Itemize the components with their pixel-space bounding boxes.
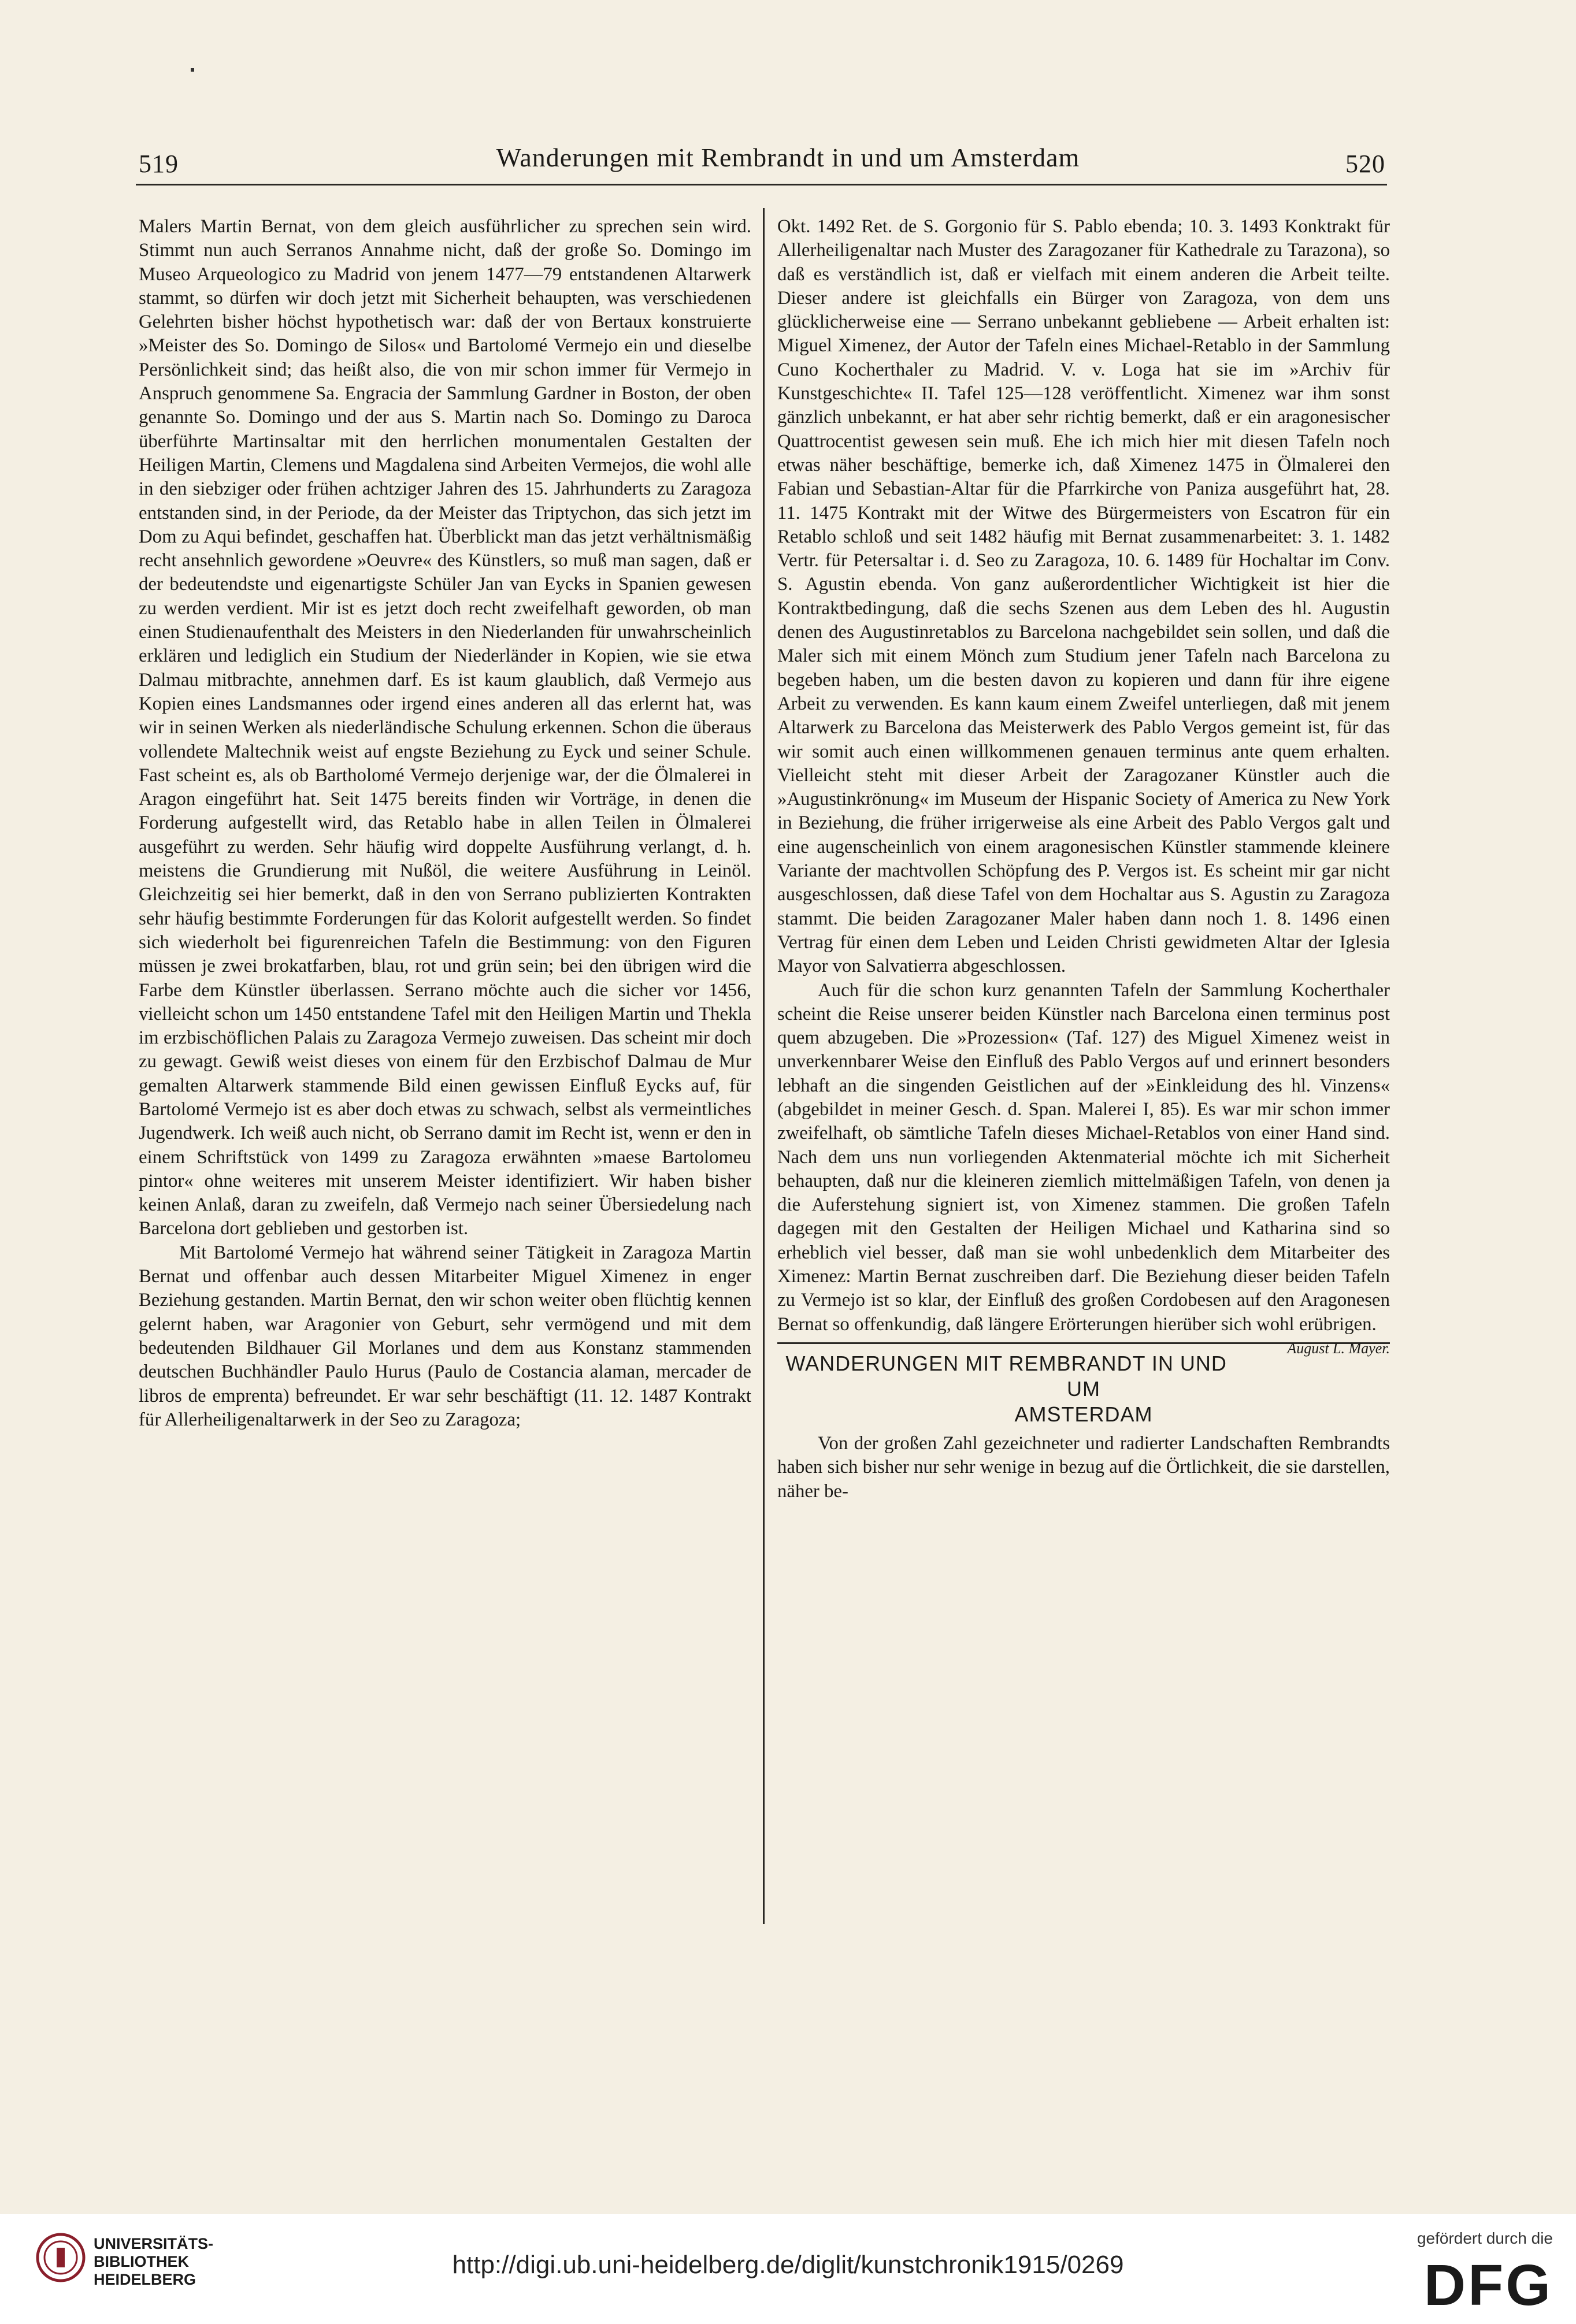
institution-name-line-1: UNIVERSITÄTS- — [94, 2235, 214, 2252]
institution-name-line-3: HEIDELBERG — [94, 2271, 196, 2288]
column-divider — [763, 208, 765, 1924]
scan-speck — [191, 68, 194, 72]
right-paragraph-2 — [777, 979, 1390, 1357]
institution-name-line-2: BIBLIOTHEK — [94, 2253, 189, 2270]
section-title-line-2: AMSTERDAM — [1014, 1402, 1153, 1426]
author-signature: August L. Mayer. — [1287, 1339, 1390, 1357]
left-paragraph-2: Mit Bartolomé Vermejo hat während seiner Tätigkeit in Zaragoza Martin Bernat und offenbar auch dessen Mitarbeiter Miguel Ximenez in enger Beziehung gestanden. Martin Bernat, den wir schon weiter oben flüchtig kennen gelernt haben, war Aragonier von Geburt, sehr vermögend und mit dem bedeutenden Bildhauer Gil Morlanes und dem aus Konstanz stammenden deutschen Buchhändler Paulo Hurus (Paulo de Costancia alaman, mercader de libros de emprenta) befreundet. Er war sehr beschäftigt (11. 12. 1487 Kontrakt für Allerheiligenaltarwerk in der Seo zu Zaragoza; — [139, 1242, 751, 1430]
left-column — [139, 215, 751, 1432]
right-column — [777, 215, 1390, 1503]
right-paragraph-1: Okt. 1492 Ret. de S. Gorgonio für S. Pablo ebenda; 10. 3. 1493 Konktrakt für Allerheiligenaltar nach Muster des Zaragozaner für Kathedrale zu Tarazona), so daß es verständlich ist, daß er vielfach mit einem anderen die Arbeit teilte. Dieser andere ist gleichfalls ein Bürger von Zaragoza, von dem uns glücklicherweise eine — Serrano unbekannt gebliebene — Arbeit erhalten ist: Miguel Ximenez, der Autor der Tafeln eines Michael-Retablo in der Sammlung Cuno Kocherthaler zu Madrid. V. v. Loga hat sie im »Archiv für Kunstgeschichte« II. Tafel 125—128 veröffentlicht. Ximenez war ihm sonst gänzlich unbekannt, er hat aber sehr richtig bemerkt, daß er ein aragonesischer Quattrocentist gewesen sein muß. Ehe ich mich hier mit diesen Tafeln noch etwas näher beschäftige, bemerke ich, daß Ximenez 1475 in Ölmalerei den Fabian und Sebastian-Altar für die Pfarrkirche von Paniza ausgeführt hat, 28. 11. 1475 Kontrakt mit der Witwe des Bürgermeisters von Escatron für ein Retablo schloß und seit 1482 häufig mit Bernat zusammenarbeitet: 3. 1. 1482 Vertr. für Petersaltar i. d. Seo zu Zaragoza, 10. 6. 1489 für Hochaltar im Conv. S. Agustin ebenda. Von ganz außerordentlicher Wichtigkeit ist hier die Kontraktbedingung, daß die sechs Szenen aus dem Leben des hl. Augustin denen des Augustinretablos zu Barcelona nachgebildet sein sollen, und daß die Maler sich mit einem Mönch zum Studium jener Tafeln nach Barcelona zu begeben haben, um die besten davon zu kopieren und dann für ihre eigene Arbeit zu verwenden. Es kann kaum einem Zweifel unterliegen, daß mit jenem Altarwerk zu Barcelona das Meisterwerk des Pablo Vergos gemeint ist, für das wir somit auch einen willkommenen genauen terminus ante quem erhalten. Vielleicht steht mit dieser Arbeit der Zaragozaner Künstler auch die »Augustinkrönung« im Museum der Hispanic Society of America zu New York in Beziehung, die früher irrigerweise als eine Arbeit des Pablo Vergos galt und eine augenscheinlich von einem aragonesischen Künstler stammende kleinere Variante der machtvollen Schöpfung des P. Vergos ist. Es scheint mir gar nicht ausgeschlossen, daß diese Tafel von dem Hochaltar aus S. Agustin zu Zaragoza stammt. Die beiden Zaragozaner Maler haben dann noch 1. 8. 1496 einen Vertrag für einen dem Leben und Leiden Christi gewidmeten Altar der Iglesia Mayor von Salvatierra abgeschlossen. — [777, 216, 1390, 977]
section-opening-paragraph: Von der großen Zahl gezeichneter und radierter Landschaften Rembrandts haben sich bisher nur sehr wenige in bezug auf die Örtlichkeit, die sie darstellen, näher be- — [777, 1432, 1390, 1502]
funded-by-label: gefördert durch die — [1416, 2229, 1553, 2247]
running-title: Wanderungen mit Rembrandt in und um Amsterdam — [496, 143, 1080, 172]
page-number-right: 520 — [1345, 150, 1385, 178]
permalink-url[interactable]: http://digi.ub.uni-heidelberg.de/diglit/kunstchronik1915/0269 — [452, 2251, 1124, 2279]
page-number-left: 519 — [139, 150, 179, 178]
header-rule — [136, 184, 1387, 185]
left-paragraph-1: Malers Martin Bernat, von dem gleich ausführlicher zu sprechen sein wird. Stimmt nun auch Serranos Annahme nicht, daß der große So. Domingo im Museo Arqueologico zu Madrid von jenem 1477—79 entstandenen Altarwerk stammt, so dürfen wir doch jetzt mit Sicherheit behaupten, was verschiedenen Gelehrten bisher höchst hypothetisch war: daß der von Bertaux konstruierte »Meister des So. Domingo de Silos« und Bartolomé Vermejo ein und dieselbe Persönlichkeit sind; das heißt also, die von mir schon immer für Vermejo in Anspruch genommene Sa. Engracia der Sammlung Gardner in Boston, der oben genannte So. Domingo und der aus S. Martin nach So. Domingo zu Daroca überführte Martinsaltar mit den herrlichen monumentalen Gestalten der Heiligen Martin, Clemens und Magdalena sind Arbeiten Vermejos, die wohl alle in den siebziger oder frühen achtziger Jahren des 15. Jahrhunderts zu Zaragoza entstanden sind, in der Periode, da der Meister das Triptychon, das sich jetzt im Dom zu Aqui befindet, geschaffen hat. Überblickt man das jetzt verhältnismäßig recht ansehnlich gewordene »Oeuvre« des Künstlers, so muß man sagen, daß er der bedeutendste und eigenartigste Schüler Jan van Eycks in Spanien gewesen zu werden verdient. Mir ist es jetzt doch recht zweifelhaft geworden, ob man einen Studienaufenthalt des Meisters in den Niederlanden für unwahrscheinlich erklären und lediglich ein Studium der Niederländer in Kopien, wie sie etwa Dalmau mitbrachte, annehmen darf. Es ist kaum glaublich, daß Vermejo aus Kopien eines Landsmannes oder irgend eines anderen all das erlernt hat, was wir in seinen Werken als niederländische Schulung erkennen. Schon die überaus vollendete Maltechnik weist auf engste Beziehung zu Eyck und seiner Schule. Fast scheint es, als ob Bartholomé Vermejo derjenige war, der die Ölmalerei in Aragon eingeführt hat. Seit 1475 bereits finden wir Vorträge, in denen die Forderung aufgestellt wird, das Retablo habe in allen Teilen in Ölmalerei ausgeführt zu werden. Sehr häufig wird doppelte Ausführung verlangt, d. h. meistens die Grundierung mit Nußöl, die weitere Ausführung in Leinöl. Gleichzeitig sei hier bemerkt, daß in den von Serrano publizierten Kontrakten sehr häufig bestimmte Forderungen für das Kolorit aufgestellt werden. So findet sich wiederholt bei figurenreichen Tafeln die Bestimmung: von den Figuren müssen je zwei brokatfarben, blau, rot und grün sein; bei den übrigen wird die Farbe dem Künstler überlassen. Serrano möchte auch die sicher vor 1456, vielleicht schon um 1450 entstandene Tafel mit den Heiligen Martin und Thekla im erzbischöflichen Palais zu Zaragoza Vermejo zuweisen. Das scheint mir doch zu gewagt. Gewiß weist dieses von einem für den Erzbischof Dalmau de Mur gemalten Altarwerk stammende Bild einen gewissen Einfluß Eycks auf, für Bartolomé Vermejo ist es aber doch etwas zu schwach, selbst als vermeintliches Jugendwerk. Ich weiß auch nicht, ob Serrano damit im Recht ist, wenn er den in einem Schriftstück von 1499 zu Zaragoza erwähnten »maese Bartolomeu pintor« ohne weiteres mit unserem Meister identifiziert. Wir haben bisher keinen Anlaß, daran zu zweifeln, daß Vermejo nach seiner Übersiedelung nach Barcelona dort geblieben und gestorben ist. — [139, 216, 751, 1239]
dfg-logo: DFG — [1423, 2253, 1553, 2318]
section-title — [777, 1351, 1390, 1427]
right-paragraph-2-text: Auch für die schon kurz genannten Tafeln der Sammlung Kocherthaler scheint die Reise unserer beiden Künstler nach Barcelona einen terminus post quem abzugeben. Die »Prozession« (Taf. 127) des Miguel Ximenez weist in unverkennbarer Weise den Einfluß des Pablo Vergos auf und erinnert besonders lebhaft an die singenden Geistlichen auf der »Einkleidung des hl. Vinzens« (abgebildet in meiner Gesch. d. Span. Malerei I, 85). Es war mir schon immer zweifelhaft, ob sämtliche Tafeln dieses Michael-Retablos von einer Hand sind. Nach dem uns nun vorliegenden Aktenmaterial möchte ich mit Sicherheit behaupten, daß nur die kleineren ziemlich mittelmäßigen Tafeln, von denen ja die Auferstehung signiert ist, von Ximenez stammen. Die großen Tafeln dagegen mit den Gestalten der Heiligen Michael und Katharina sind so erheblich viel besser, daß man sie wohl unbedenklich dem Mitarbeiter des Ximenez: Martin Bernat zuschreiben darf. Die Beziehung dieser beiden Tafeln zu Vermejo ist so klar, der Einfluß des großen Cordobesen auf den Aragonesen Bernat so offenkundig, daß längere Erörterungen hierüber sich wohl erübrigen. — [777, 979, 1390, 1335]
section-title-line-1: WANDERUNGEN MIT REMBRANDT IN UND UM — [785, 1351, 1227, 1401]
